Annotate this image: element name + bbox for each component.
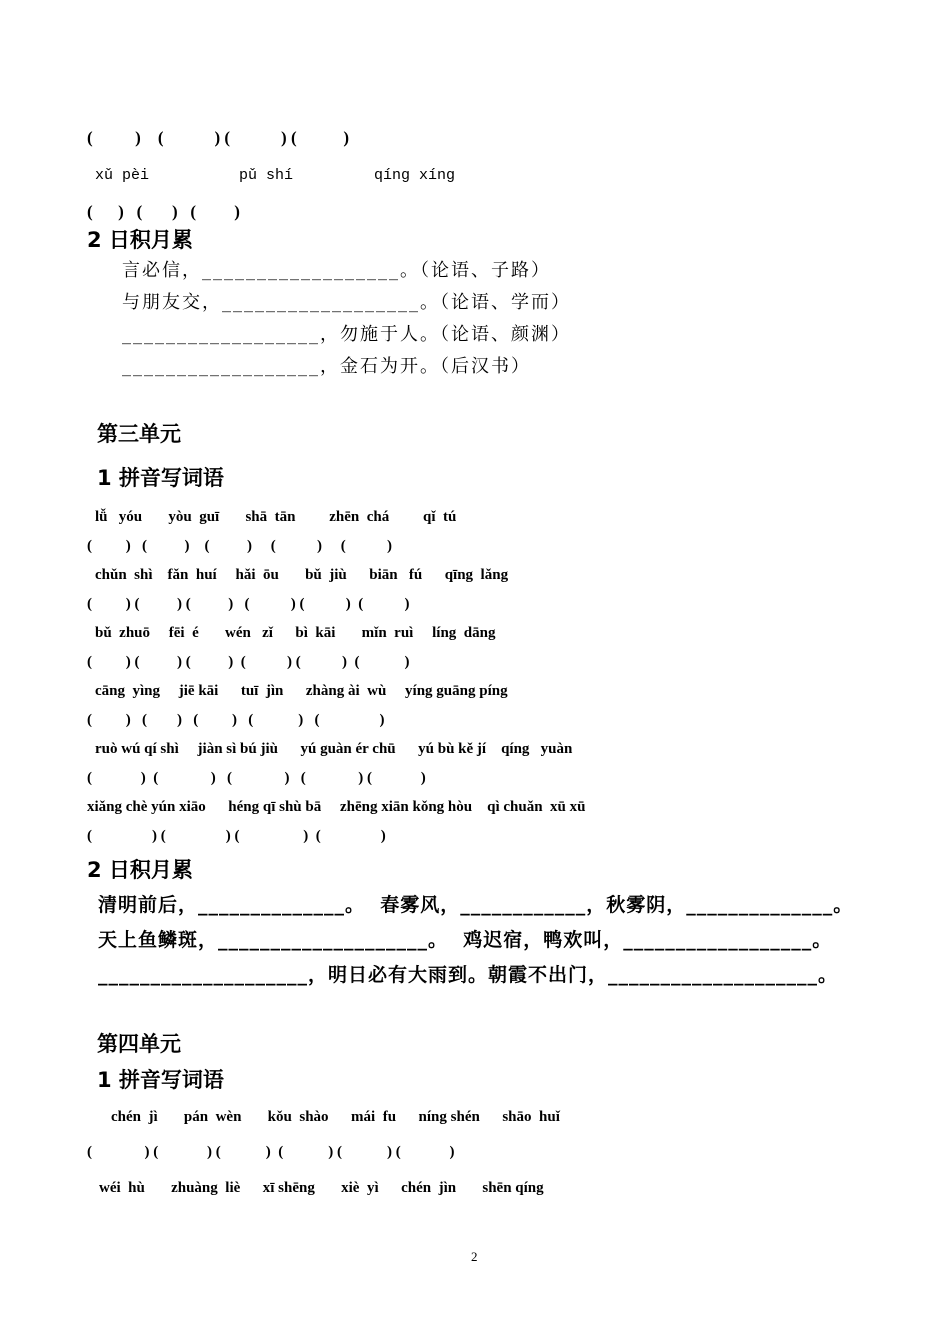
paren-row-2: ( ) ( ) ( ) [87, 202, 240, 221]
pinyin-row: wéi hù zhuàng liè xī shēng xiè yì chén jìn shēn qíng [99, 1180, 544, 1196]
pinyin-row: cāng yìng jiē kāi tuī jìn zhàng ài wù yíng guāng píng [95, 683, 508, 699]
verse-line: ____________________，明日必有大雨到。朝霞不出门，____________________。 [98, 964, 839, 986]
pinyin-row: xiǎng chè yún xiāo héng qī shù bā zhēng xiān kǒng hòu qì chuǎn xū xū [87, 799, 586, 815]
verse-line: __________________，勿施于人。（论语、颜渊） [122, 324, 571, 345]
paren-row: ( ) ( ) ( ) ( ) ( ) [87, 712, 385, 728]
pinyin-row: lǚ yóu yòu guī shā tān zhēn chá qǐ tú [95, 509, 457, 525]
paren-row: ( ) ( ) ( ) ( ) ( ) [87, 770, 426, 786]
verse-line: 与朋友交，__________________。（论语、学而） [122, 292, 571, 313]
paren-row: ( ) ( ) ( ) ( ) ( ) ( ) [87, 1144, 455, 1160]
unit-title: 第三单元 [97, 422, 181, 446]
section-heading-accumulate: 2 日积月累 [87, 858, 193, 882]
pinyin-row: ruò wú qí shì jiàn sì bú jiù yú guàn ér chū yú bù kě jí qíng yuàn [95, 741, 573, 757]
paren-row: ( ) ( ) ( ) ( ) ( ) ( ) [87, 596, 410, 612]
pinyin-row: bǔ zhuō fēi é wén zǐ bì kāi mǐn ruì líng dāng [95, 625, 496, 641]
paren-row: ( ) ( ) ( ) ( ) ( ) ( ) [87, 654, 410, 670]
paren-row: ( ) ( ) ( ) ( ) [87, 828, 386, 844]
pinyin-row: chén jì pán wèn kǒu shào mái fu níng shén shāo huǐ [111, 1109, 560, 1125]
section-heading-pinyin: 1 拼音写词语 [97, 1068, 224, 1092]
unit-title: 第四单元 [97, 1032, 181, 1056]
paren-row: ( ) ( ) ( ) ( ) ( ) [87, 538, 392, 554]
pinyin-row: chǔn shì fǎn huí hǎi ōu bǔ jiù biān fú qīng lǎng [95, 567, 509, 583]
verse-line: 清明前后，______________。 春雾风，____________，秋雾阴，______________。 [98, 894, 854, 916]
paren-row-1: ( ) ( ) ( ) ( ) [87, 128, 350, 147]
verse-line: __________________，金石为开。（后汉书） [122, 356, 531, 377]
section-heading-pinyin: 1 拼音写词语 [97, 466, 224, 490]
page-number: 2 [471, 1249, 478, 1264]
verse-line: 天上鱼鳞斑，____________________。 鸡迟宿，鸭欢叫，__________________。 [98, 929, 833, 951]
pinyin-row: xǔ pèi pǔ shí qíng xíng [95, 167, 456, 184]
verse-line: 言必信，__________________。（论语、子路） [122, 260, 551, 281]
section-heading-accumulate: 2 日积月累 [87, 228, 193, 252]
